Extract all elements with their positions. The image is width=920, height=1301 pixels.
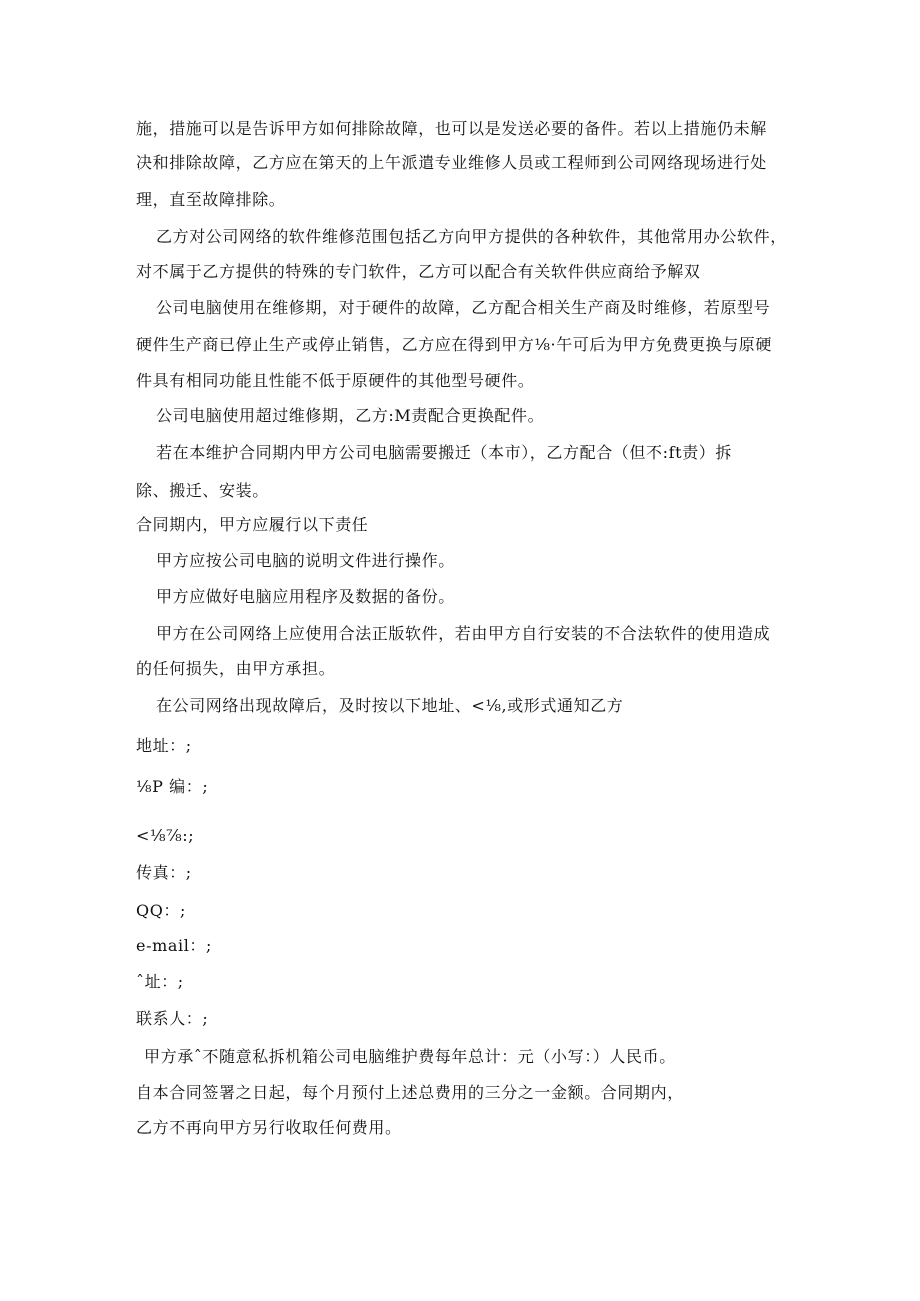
text-line: 的任何损失，由甲方承担。 bbox=[136, 659, 336, 678]
contact-email: e-mail：; bbox=[136, 936, 213, 955]
text-line: 理，直至故障排除。 bbox=[136, 190, 286, 209]
text-line: 若在本维护合同期内甲方公司电脑需要搬迁（本市），乙方配合（但不:ft责）拆 bbox=[156, 443, 732, 462]
contact-fax: 传真：; bbox=[136, 863, 192, 882]
text-line: 公司电脑使用超过维修期，乙方:M责配合更换配件。 bbox=[156, 406, 545, 425]
text-line: 除、搬迁、安装。 bbox=[136, 481, 269, 500]
text-line: 乙方不再向甲方另行收取任何费用。 bbox=[136, 1118, 402, 1137]
text-line: 乙方对公司网络的软件维修范围包括乙方向甲方提供的各种软件，其他常用办公软件， bbox=[156, 227, 787, 246]
text-line: 硬件生产商已停止生产或停止销售，乙方应在得到甲方⅛·午可后为甲方免费更换与原硬 bbox=[136, 335, 772, 354]
contact-qq: QQ：; bbox=[136, 901, 187, 920]
contact-address: 地址：; bbox=[136, 736, 192, 755]
text-line: 决和排除故障，乙方应在第天的上午派遣专业维修人员或工程师到公司网络现场进行处 bbox=[136, 153, 767, 172]
text-line: 甲方承ˆ不随意私拆机箱公司电脑维护费每年总计：元（小写：）人民币。 bbox=[144, 1047, 676, 1066]
text-line: 甲方应做好电脑应用程序及数据的备份。 bbox=[156, 587, 455, 606]
text-line: 施，措施可以是告诉甲方如何排除故障，也可以是发送必要的备件。若以上措施仍未解 bbox=[136, 119, 767, 138]
text-line: 自本合同签署之日起，每个月预付上述总费用的三分之一金额。合同期内， bbox=[136, 1083, 684, 1102]
text-line: 甲方在公司网络上应使用合法正版软件，若由甲方自行安装的不合法软件的使用造成 bbox=[156, 624, 771, 643]
text-line: 件具有相同功能且性能不低于原硬件的其他型号硬件。 bbox=[136, 371, 535, 390]
section-heading: 合同期内，甲方应履行以下责任 bbox=[136, 515, 369, 534]
contact-postcode: ⅛P 编：; bbox=[136, 777, 209, 796]
contact-website: ˆ址：; bbox=[136, 972, 184, 991]
text-line: 在公司网络出现故障后，及时按以下地址、<⅛,或形式通知乙方 bbox=[156, 696, 624, 715]
contact-person: 联系人：; bbox=[136, 1009, 209, 1028]
text-line: 对不属于乙方提供的特殊的专门软件，乙方可以配合有关软件供应商给予解双 bbox=[136, 262, 701, 281]
text-line: 甲方应按公司电脑的说明文件进行操作。 bbox=[156, 551, 455, 570]
contact-phone: <⅛⅞:; bbox=[136, 826, 195, 845]
text-line: 公司电脑使用在维修期，对于硬件的故障，乙方配合相关生产商及时维修，若原型号 bbox=[156, 298, 771, 317]
